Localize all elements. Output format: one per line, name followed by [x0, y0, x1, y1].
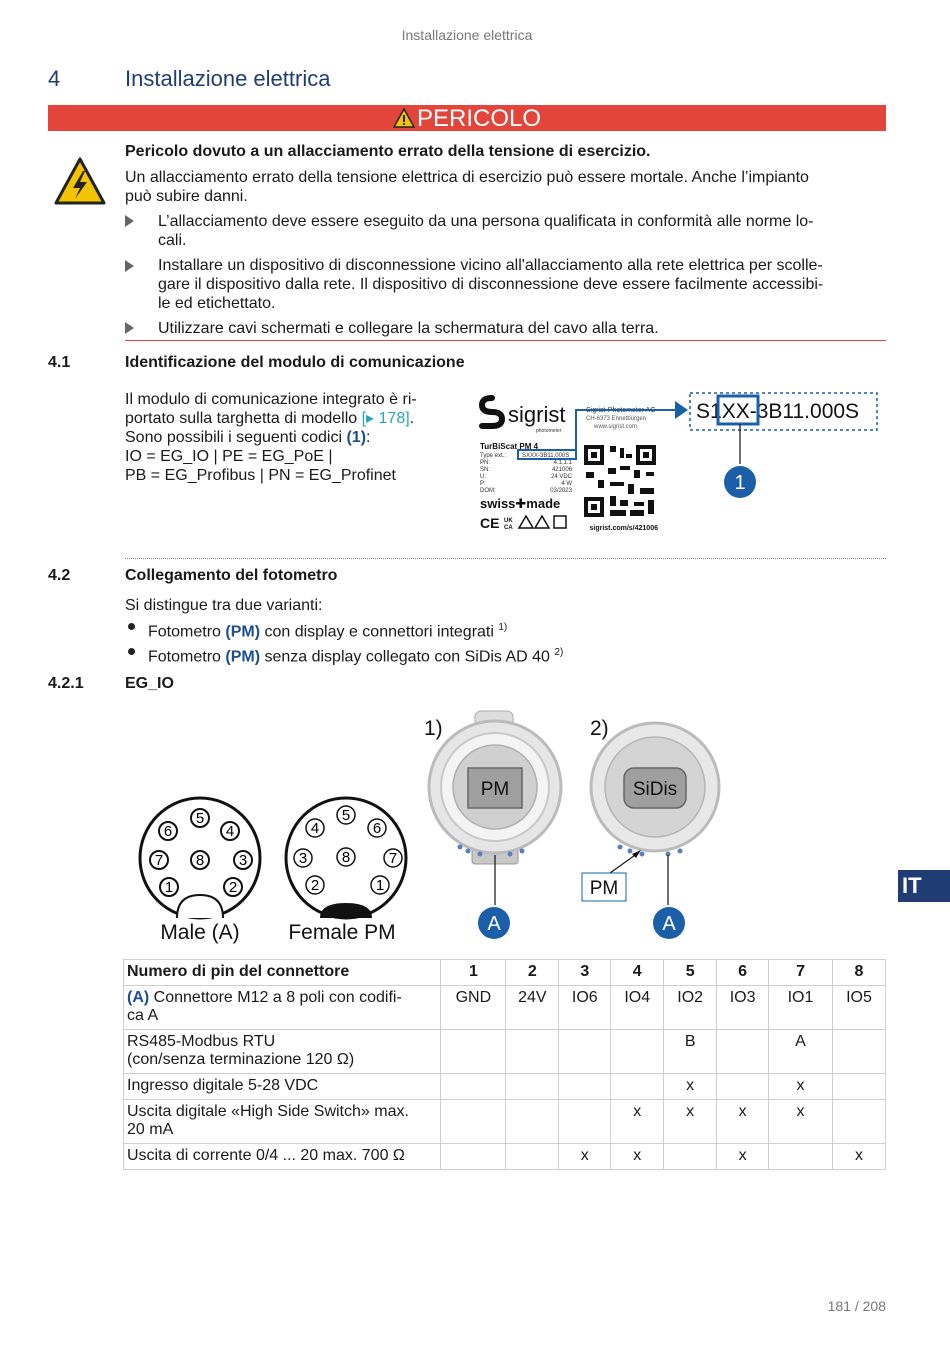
nameplate-field-value: 421006 — [551, 467, 572, 473]
table-cell: 24V — [506, 986, 559, 1030]
nameplate-field-label: U: — [480, 474, 486, 480]
identification-text-line: portato sulla targhetta di modello [▸ 178]. — [125, 410, 415, 427]
table-cell — [769, 1144, 833, 1170]
table-header-cell: 4 — [611, 960, 664, 986]
table-cell — [717, 1030, 769, 1074]
page-number: 181 / 208 — [827, 1298, 886, 1314]
danger-text-line: Un allacciamento errato della tensione elettrica di esercizio può essere mortale. Anche l’impianto — [125, 169, 809, 186]
bullet-dot-icon — [128, 623, 135, 630]
table-cell — [559, 1074, 611, 1100]
table-header-cell: 7 — [769, 960, 833, 986]
certification-marks-icon — [480, 515, 566, 531]
table-row — [124, 1074, 886, 1100]
svg-text:4: 4 — [310, 820, 320, 837]
table-cell — [506, 1030, 559, 1074]
identification-text-line: PB = EG_Profibus | PN = EG_Profinet — [125, 467, 396, 484]
danger-label: PERICOLO — [416, 105, 542, 132]
table-cell: x — [717, 1144, 769, 1170]
female-connector-label: Female PM — [288, 921, 396, 944]
section-divider — [125, 558, 886, 559]
table-cell — [832, 1030, 885, 1074]
section-title: Installazione elettrica — [125, 66, 331, 91]
identification-text-line: Il modulo di comunicazione integrato è ri- — [125, 391, 417, 408]
nameplate-product: TurBiScat PM 4 — [480, 442, 539, 451]
danger-divider — [125, 340, 886, 341]
table-cell — [441, 1074, 506, 1100]
svg-text:4: 4 — [225, 823, 235, 840]
svg-text:5: 5 — [341, 807, 351, 824]
danger-bullet-line: L’allacciamento deve essere eseguito da una persona qualificata in conformità alle norme lo- — [158, 213, 814, 230]
male-connector-label: Male (A) — [160, 921, 240, 944]
svg-text:6: 6 — [163, 823, 173, 840]
nameplate-field-label: Type ext.: — [480, 453, 507, 459]
nameplate-brand-sub: photometer — [536, 428, 562, 434]
callout-label: A — [487, 913, 501, 935]
variants-intro: Si distingue tra due varianti: — [125, 597, 323, 614]
nameplate-swiss-made: swiss✚made — [480, 496, 561, 511]
table-cell — [441, 1030, 506, 1074]
svg-text:8: 8 — [341, 849, 351, 866]
svg-text:2: 2 — [310, 877, 320, 894]
danger-bullet-line: Installare un dispositivo di disconnessione vicino all'allacciamento alla rete elettrica per scolle- — [158, 257, 823, 274]
nameplate-field-label: SN: — [480, 467, 491, 473]
row-label-cell: RS485-Modbus RTU (con/senza terminazione 120 Ω) — [124, 1030, 441, 1074]
table-cell — [832, 1100, 885, 1144]
table-cell: x — [611, 1144, 664, 1170]
svg-text:7: 7 — [388, 850, 398, 867]
table-cell — [506, 1074, 559, 1100]
danger-text-line: può subire danni. — [125, 188, 248, 205]
nameplate-field-value: 4.1.1.1 — [553, 460, 572, 466]
table-header-cell: Numero di pin del connettore — [124, 960, 441, 986]
table-cell: x — [769, 1100, 833, 1144]
table-header-cell: 2 — [506, 960, 559, 986]
svg-text:CA: CA — [504, 525, 513, 531]
table-cell: A — [769, 1030, 833, 1074]
callout-label: A — [662, 913, 676, 935]
connector-figure — [120, 705, 730, 950]
table-cell: IO3 — [717, 986, 769, 1030]
sigrist-logo-icon — [482, 398, 502, 426]
variant-2-label: 2) — [590, 717, 609, 740]
table-cell: IO1 — [769, 986, 833, 1030]
table-cell — [717, 1074, 769, 1100]
callout-label: 1 — [734, 472, 746, 494]
identification-text-line: IO = EG_IO | PE = EG_PoE | — [125, 448, 333, 465]
male-connector-pinout — [140, 798, 260, 918]
table-row — [124, 1144, 886, 1170]
table-cell: IO4 — [611, 986, 664, 1030]
nameplate-field-label: P: — [480, 481, 486, 487]
danger-headline: Pericolo dovuto a un allacciamento errato della tensione di esercizio. — [125, 143, 651, 160]
table-cell: x — [664, 1074, 717, 1100]
identification-text-line: Sono possibili i seguenti codici (1): — [125, 429, 371, 446]
svg-text:1: 1 — [375, 877, 385, 894]
nameplate-field-value: 24 VDC — [550, 474, 572, 480]
nameplate-brand: sigrist — [508, 402, 566, 427]
nameplate-figure — [470, 388, 886, 538]
danger-bullet-line: Utilizzare cavi schermati e collegare la schermatura del cavo alla terra. — [158, 320, 659, 337]
svg-text:3: 3 — [298, 850, 308, 867]
nameplate-field-label: DOM: — [480, 488, 496, 494]
warning-triangle-icon — [393, 107, 415, 134]
row-label-cell: Uscita di corrente 0/4 ... 20 max. 700 Ω — [124, 1144, 441, 1170]
pm-box-label: PM — [589, 878, 619, 899]
table-cell — [506, 1144, 559, 1170]
callout-arrow-icon — [675, 401, 688, 419]
table-cell: IO6 — [559, 986, 611, 1030]
nameplate-address: CH-6373 Ennetbürgen — [586, 416, 647, 422]
language-tab[interactable]: IT — [898, 870, 950, 902]
table-row — [124, 1100, 886, 1144]
table-cell — [611, 1074, 664, 1100]
nameplate-url: sigrist.com/s/421006 — [589, 525, 658, 532]
nameplate-field-value: 4 W — [561, 481, 572, 487]
subsection-title: Identificazione del modulo di comunicazione — [125, 354, 465, 371]
table-row — [124, 1030, 886, 1074]
high-voltage-warning-icon — [54, 157, 106, 210]
qr-code-icon — [582, 443, 658, 519]
row-label-cell: Ingresso digitale 5-28 VDC — [124, 1074, 441, 1100]
subsection-title: EG_IO — [125, 675, 174, 692]
svg-text:7: 7 — [154, 852, 164, 869]
bullet-arrow-icon — [125, 215, 134, 227]
table-cell: B — [664, 1030, 717, 1074]
female-connector-pinout — [286, 798, 406, 918]
table-header-row — [124, 960, 886, 986]
svg-text:8: 8 — [195, 852, 205, 869]
svg-text:5: 5 — [195, 810, 205, 827]
bullet-arrow-icon — [125, 260, 134, 272]
pm-screen-label: PM — [480, 779, 510, 800]
nameplate-field-label: PN: — [480, 460, 491, 466]
table-cell: x — [559, 1144, 611, 1170]
pin-assignment-table — [123, 959, 886, 1170]
subsection-number: 4.1 — [48, 354, 71, 371]
subsection-number: 4.2.1 — [48, 675, 84, 692]
table-row — [124, 986, 886, 1030]
svg-text:1: 1 — [164, 879, 174, 896]
table-cell: x — [769, 1074, 833, 1100]
table-header-cell: 8 — [832, 960, 885, 986]
row-label-cell: Uscita digitale «High Side Switch» max. 20 mA — [124, 1100, 441, 1144]
nameplate-company: Sigrist-Photometer AG — [586, 407, 656, 414]
danger-bullet-line: le ed etichettato. — [158, 295, 276, 312]
svg-text:6: 6 — [372, 820, 382, 837]
table-cell — [441, 1100, 506, 1144]
table-cell — [832, 1074, 885, 1100]
table-cell — [611, 1030, 664, 1074]
danger-banner — [48, 105, 886, 131]
danger-bullet-line: cali. — [158, 232, 187, 249]
table-cell: GND — [441, 986, 506, 1030]
sidis-screen-label: SiDis — [632, 779, 678, 800]
table-cell: x — [832, 1144, 885, 1170]
variant-item: Fotometro (PM) con display e connettori integrati $^{1)}$ — [148, 622, 508, 641]
svg-text:UK: UK — [504, 518, 513, 524]
pm-pointer-line — [610, 853, 638, 873]
svg-text:CE: CE — [480, 515, 500, 531]
table-cell: x — [664, 1100, 717, 1144]
table-cell — [506, 1100, 559, 1144]
bullet-dot-icon — [128, 648, 135, 655]
table-header-cell: 6 — [717, 960, 769, 986]
table-cell — [559, 1030, 611, 1074]
bullet-arrow-icon — [125, 322, 134, 334]
table-cell: IO5 — [832, 986, 885, 1030]
table-header-cell: 3 — [559, 960, 611, 986]
svg-text:2: 2 — [228, 879, 238, 896]
nameplate-field-value: 03/2023 — [550, 488, 572, 494]
table-header-cell: 5 — [664, 960, 717, 986]
table-header-cell: 1 — [441, 960, 506, 986]
table-cell: x — [611, 1100, 664, 1144]
table-cell: x — [717, 1100, 769, 1144]
section-number: 4 — [48, 66, 61, 91]
table-cell: IO2 — [664, 986, 717, 1030]
nameplate-web: www.sigrist.com — [594, 424, 638, 430]
row-label-cell: (A) Connettore M12 a 8 poli con codifi- ca A — [124, 986, 441, 1030]
page-reference-link[interactable]: [▸ 178] — [361, 410, 410, 427]
table-cell — [441, 1144, 506, 1170]
running-header: Installazione elettrica — [401, 27, 533, 43]
table-cell — [559, 1100, 611, 1144]
table-cell — [664, 1144, 717, 1170]
nameplate-field-value: SXXX-3B11.000S — [522, 453, 570, 459]
type-code: S1XX-3B11.000S — [696, 400, 860, 423]
variant-1-label: 1) — [424, 717, 443, 740]
danger-bullet-line: gare il dispositivo dalla rete. Il dispositivo di disconnessione deve essere facilmente accessibi- — [158, 276, 824, 293]
variant-item: Fotometro (PM) senza display collegato con SiDis AD 40 $^{2)}$ — [148, 647, 564, 666]
svg-text:3: 3 — [238, 852, 248, 869]
subsection-number: 4.2 — [48, 567, 71, 584]
subsection-title: Collegamento del fotometro — [125, 567, 338, 584]
